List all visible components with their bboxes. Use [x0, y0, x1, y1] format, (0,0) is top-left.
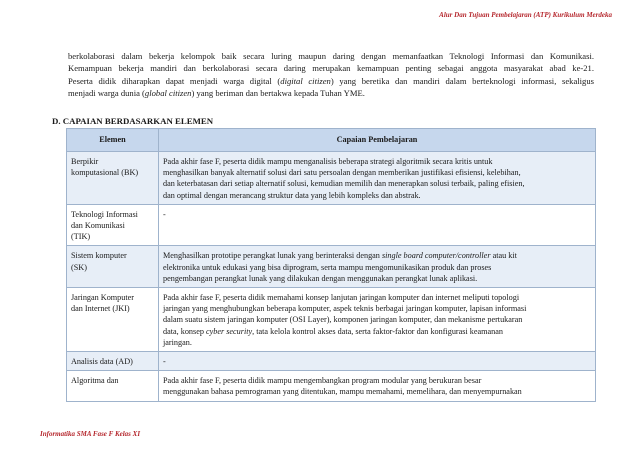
cell-line: Teknologi Informasi: [71, 209, 138, 219]
cell-line: Sistem komputer: [71, 251, 127, 261]
cell-line: menghasilkan banyak alternatif solusi dari satu persoalan dengan memberikan justifikasi efisiensi, kelebihan,: [163, 168, 521, 178]
column-header-elemen: Elemen: [67, 129, 159, 152]
elemen-cell: [67, 152, 159, 205]
cell-line: -: [163, 209, 166, 219]
cell-line: dan optimal dengan merancang struktur data yang lebih kompleks dan abstrak.: [163, 190, 421, 200]
cell-line: Pada akhir fase F, peserta didik mampu mengembangkan program modular yang berukuran besar: [163, 376, 482, 386]
cell-line: Pada akhir fase F, peserta didik mampu menganalisis beberapa strategi algoritmik secara kritis untuk: [163, 157, 493, 166]
intro-line: Peserta didik diharapkan dapat menjadi warga digital (digital citizen) yang beretika dan mandiri dalam berteknologi informasi, sekaligus: [68, 75, 594, 86]
section-heading: D. CAPAIAN BERDASARKAN ELEMEN: [52, 116, 214, 126]
cell-line: Algoritma dan: [71, 376, 119, 386]
cell-line: elektronika untuk edukasi yang bisa diprogram, serta mampu mengomunikasikan produk dan proses: [163, 262, 492, 272]
cell-line: -: [163, 357, 166, 367]
cell-line: [163, 250, 591, 261]
table-row: [67, 371, 596, 401]
table-row: [67, 352, 596, 371]
table-row: [67, 204, 596, 246]
cell-line: Berpikir: [71, 157, 99, 166]
cell-line: (TIK): [71, 232, 91, 242]
cell-line: menggunakan bahasa pemrograman yang ditentukan, mampu memahami, memelihara, dan menyempurnakan: [163, 387, 522, 397]
elemen-cell: [67, 352, 159, 371]
capaian-table: [66, 128, 596, 402]
elemen-cell: [67, 204, 159, 246]
capaian-cell: [159, 371, 596, 401]
intro-line: berkolaborasi dalam bekerja kelompok baik secara luring maupun daring dengan memanfaatkan Teknologi Informasi dan Komunikasi.: [68, 51, 594, 61]
elemen-cell: [67, 246, 159, 288]
column-header-capaian: Capaian Pembelajaran: [159, 129, 596, 152]
cell-line: dalam suatu sistem jaringan komputer (OSI Layer), komponen jaringan komputer, dan mekanisme pertukaran: [163, 315, 523, 325]
cell-line: komputasional (BK): [71, 168, 139, 178]
cell-line: Jaringan Komputer: [71, 293, 134, 303]
capaian-cell: [159, 352, 596, 371]
cell-line: Pada akhir fase F, peserta didik memahami konsep lanjutan jaringan komputer dan internet meliputi topologi: [163, 293, 520, 303]
cell-line: pengembangan perangkat lunak yang dilakukan dengan menggunakan perangkat lunak aplikasi.: [163, 273, 478, 283]
capaian-cell: [159, 152, 596, 205]
elemen-cell: [67, 371, 159, 401]
cell-line: dan keterbatasan dari setiap alternatif solusi, kemudian memilih dan menerapkan solusi terbaik, paling efisien,: [163, 179, 525, 189]
cell-line: jaringan.: [163, 337, 192, 347]
cell-line: data, konsep cyber security, tata kelola kontrol akses data, serta faktor-faktor dan konfigurasi keamanan: [163, 326, 503, 336]
table-row: [67, 152, 596, 205]
cell-line: dan Komunikasi: [71, 221, 125, 231]
intro-line: Kemampuan bekerja mandiri dan berkolaborasi secara daring merupakan kemampuan penting sebagai anggota masyarakat abad ke-21.: [68, 63, 594, 74]
table-row: [67, 246, 596, 288]
capaian-cell: [159, 288, 596, 352]
cell-line: (SK): [71, 262, 87, 272]
capaian-cell: [159, 246, 596, 288]
capaian-cell: [159, 204, 596, 246]
page-footer: Informatika SMA Fase F Kelas XI: [40, 430, 141, 438]
table-row: [67, 288, 596, 352]
intro-line: menjadi warga dunia (global citizen) yang beriman dan bertakwa kepada Tuhan YME.: [68, 88, 365, 99]
page-header-title: Alur Dan Tujuan Pembelajaran (ATP) Kurikulum Merdeka: [439, 11, 612, 19]
cell-line: Analisis data (AD): [71, 357, 133, 367]
intro-paragraph: [68, 50, 594, 100]
cell-line: dan Internet (JKI): [71, 304, 130, 314]
cell-line-text: Menghasilkan prototipe perangkat lunak yang berinteraksi dengan single board computer/controller atau kit: [163, 251, 517, 261]
cell-line: jaringan yang menghubungkan beberapa komputer, aspek teknis berbagai jaringan komputer, lapisan informasi: [163, 304, 527, 314]
elemen-cell: [67, 288, 159, 352]
